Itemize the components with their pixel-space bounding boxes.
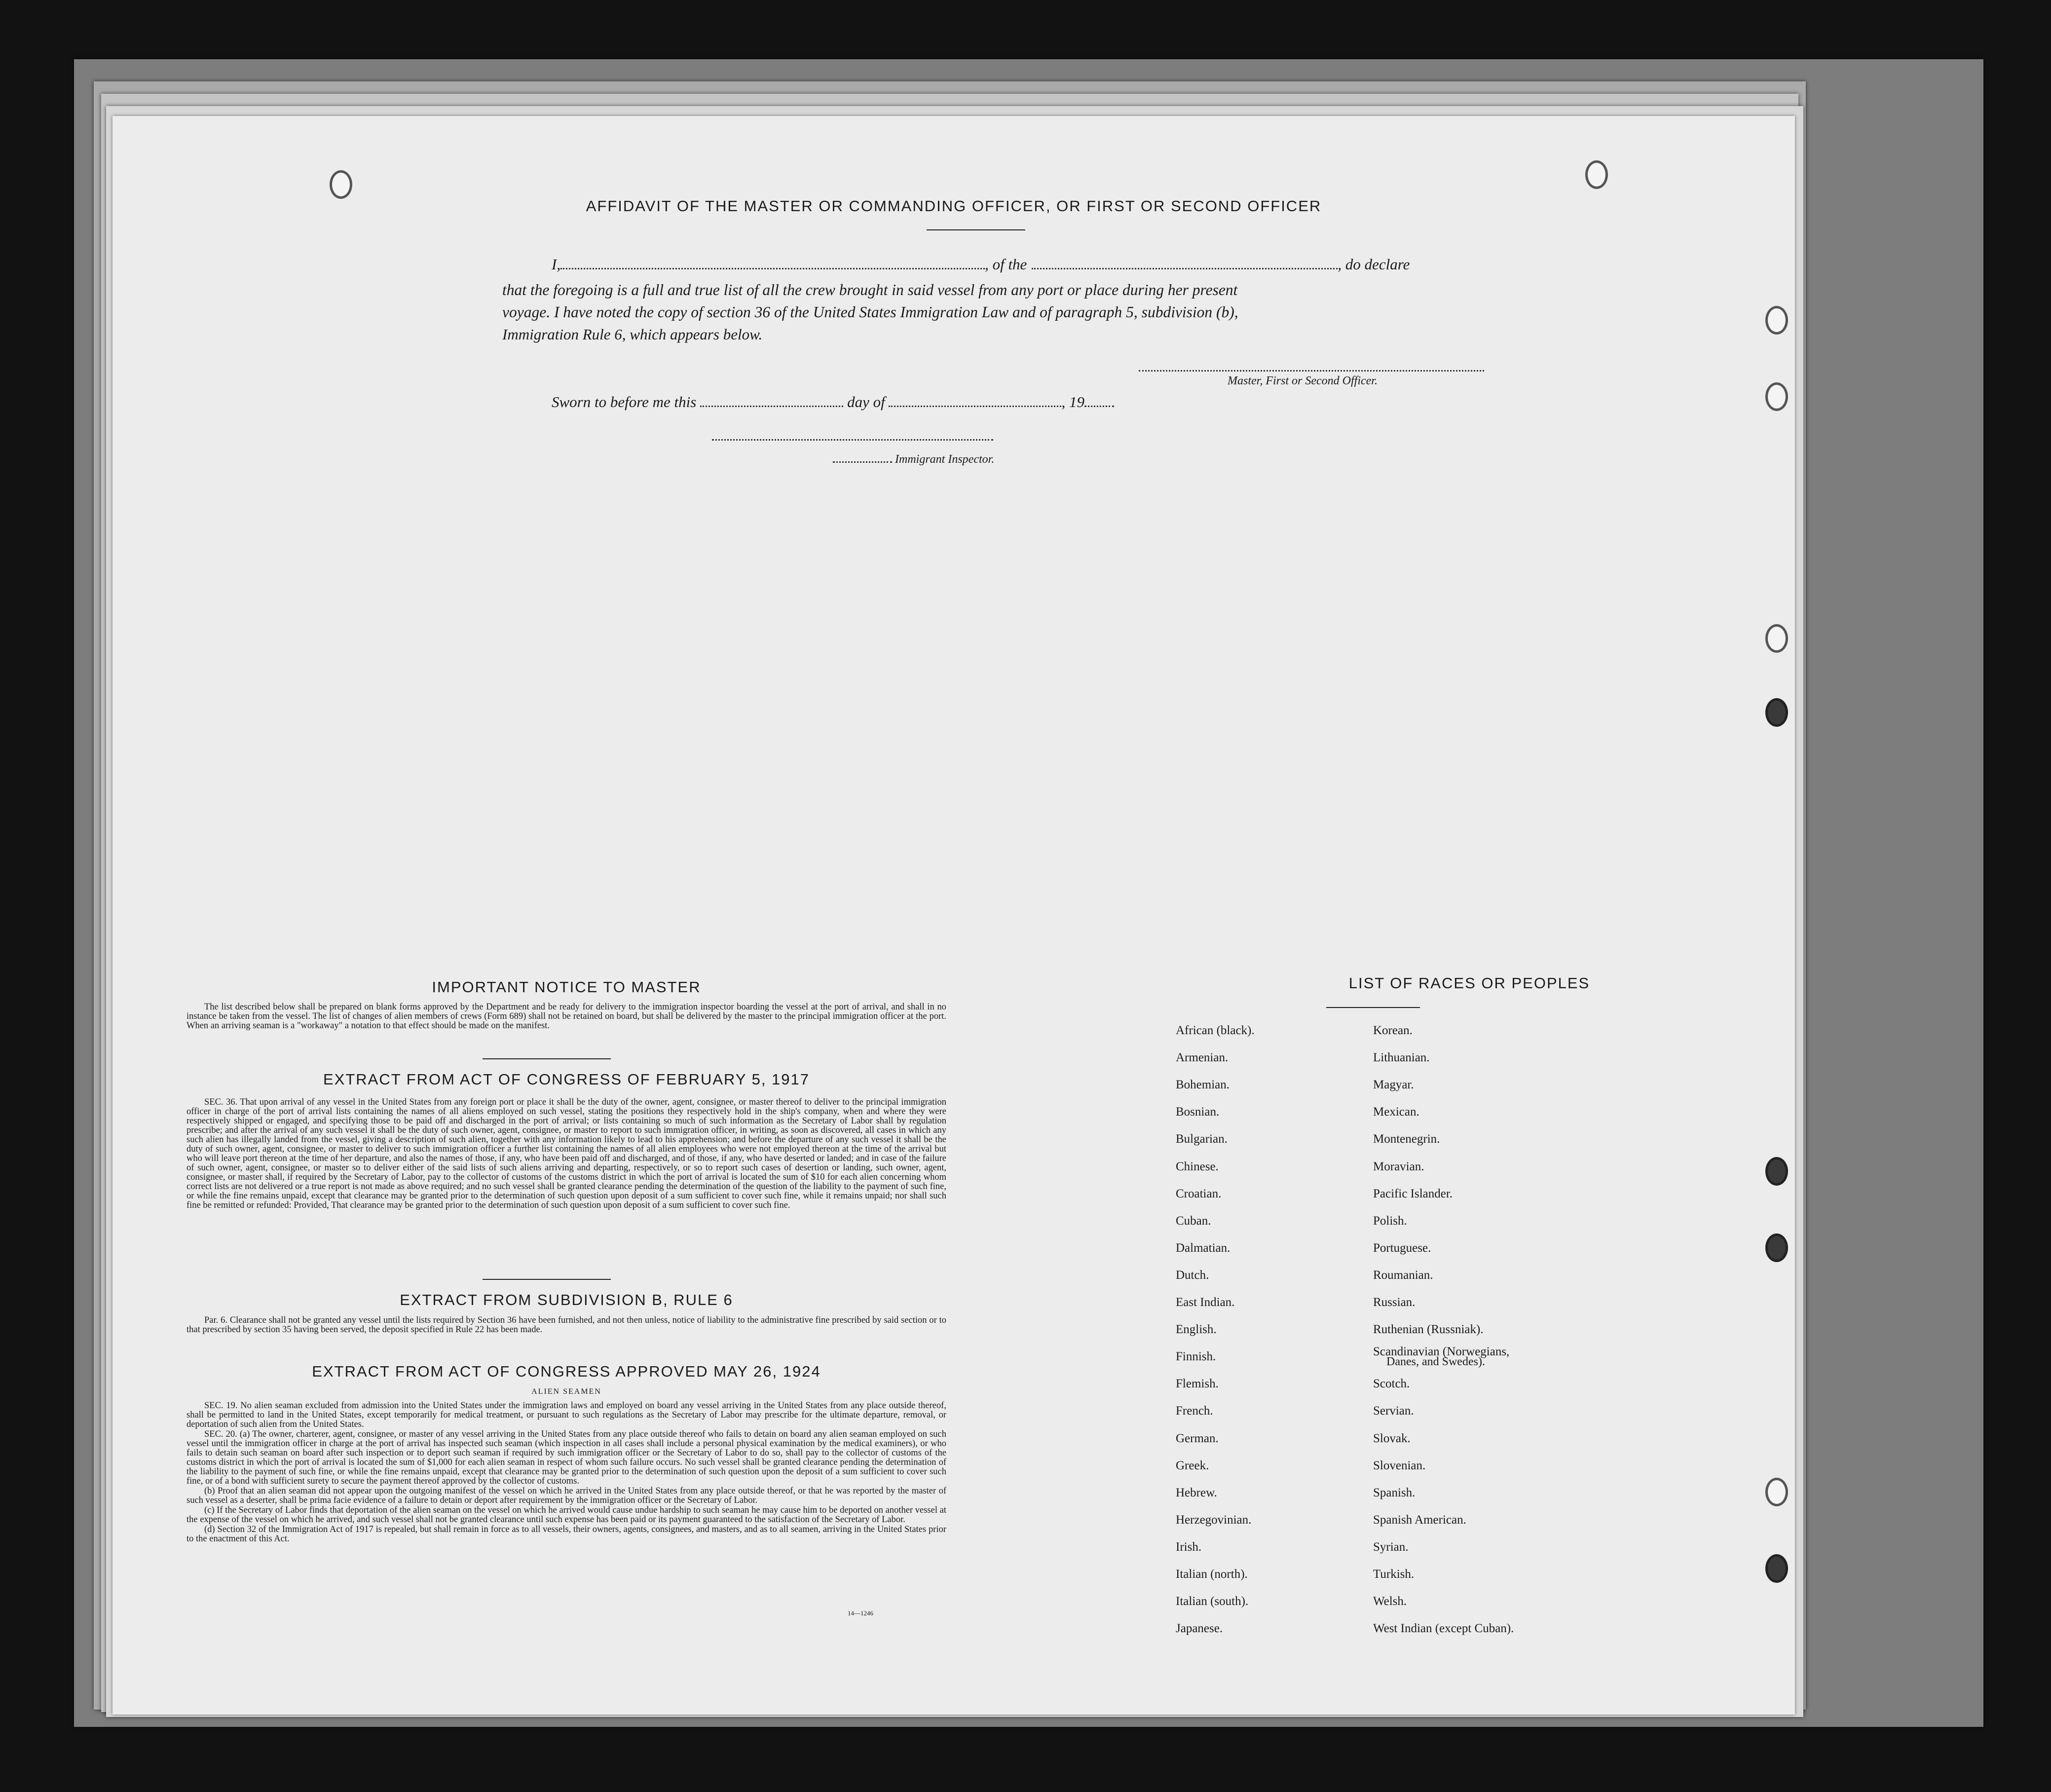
race-item: Turkish. — [1373, 1568, 1415, 1581]
race-item: African (black). — [1176, 1024, 1255, 1037]
race-item: Slovak. — [1373, 1431, 1411, 1445]
race-item: Flemish. — [1176, 1377, 1219, 1391]
races-rule — [1326, 1007, 1420, 1008]
race-item: Slovenian. — [1373, 1458, 1426, 1472]
race-item: Spanish. — [1373, 1486, 1416, 1499]
race-item: Chinese. — [1176, 1159, 1219, 1173]
notice-title: IMPORTANT NOTICE TO MASTER — [432, 978, 701, 996]
race-item: Russian. — [1373, 1296, 1416, 1309]
race-item: Scandinavian (Norwegians, — [1373, 1345, 1510, 1359]
race-item: French. — [1176, 1404, 1213, 1418]
extract-1924-body: SEC. 19. No alien seaman excluded from admission into the United States under the immigration laws and employed on board any vessel arriving in the United States from any place outside thereof, shall be permitted to land in the United States, except temporarily for medical treatment, or pursuant to such regulations as the Secretary of Labor may prescribe for the ultimate departure, removal, or deportation of such alien from the United States. SEC. 20. (a) The owner, charterer, agent, consignee, or master of any vessel arriving in the United States from any place outside thereof who fails to detain on board any alien seaman employed on such vessel until the immigration officer in charge at the port of arrival has inspected such seaman (which inspection in all cases shall include a personal physical examination by the medical examiners), or who fails to detain such seaman on board after such inspection or to deport such seaman if required by such immigration officer or the Secretary of Labor to do so, shall pay to the collector of customs of the customs district in which the port of arrival is located the sum of $1,000 for each alien seaman in respect of whom such failure occurs. No such vessel shall be granted clearance pending the determination of the liability to the payment of such fine, or while the fine remains unpaid, except that clearance may be granted prior to the determination of such question upon the deposit of a sum sufficient to cover such fine, or of a bond with sufficient surety to secure the payment thereof approved by the collector of customs. (b) Proof that an alien seaman did not appear upon the outgoing manifest of the vessel on which he arrived in the United States from any place outside thereof, or that he was reported by the master of such vessel as a deserter, shall be prima facie evidence of a failure to detain or deport after requirement by the immigration officer or the Secretary of Labor. (c) If the Secretary of Labor finds that deportation of the alien seaman on the vessel on which he arrived would cause undue hardship to such seaman he may cause him to be deported on another vessel at the expense of the vessel on which he arrived, and such vessel shall not be granted clearance until such expense has been paid or its payment guaranteed to the satisfaction of the Secretary of Labor. (d) Section 32 of the Immigration Act of 1917 is repealed, but shall remain in force as to all vessels, their owners, agents, consignees, and masters, and as to all seamen, arriving in the United States prior to the enactment of this Act. — [186, 1401, 946, 1544]
punch-hole — [1765, 1157, 1788, 1186]
race-item: Herzegovinian. — [1176, 1513, 1252, 1527]
extract-1917-title: EXTRACT FROM ACT OF CONGRESS OF FEBRUARY 5, 1917 — [323, 1071, 810, 1088]
title-rule — [927, 229, 1025, 230]
extract-1924-title: EXTRACT FROM ACT OF CONGRESS APPROVED MAY 26, 1924 — [312, 1363, 821, 1380]
race-item: Japanese. — [1176, 1622, 1223, 1636]
punch-hole — [1585, 160, 1608, 189]
alien-seamen-subtitle: ALIEN SEAMEN — [531, 1387, 601, 1396]
race-item: Bosnian. — [1176, 1105, 1220, 1119]
race-item: Cuban. — [1176, 1214, 1211, 1228]
race-item: Bohemian. — [1176, 1078, 1230, 1092]
race-item: Greek. — [1176, 1458, 1209, 1472]
race-item: Welsh. — [1373, 1595, 1407, 1608]
punch-hole — [1765, 382, 1788, 411]
race-item: Italian (south). — [1176, 1595, 1249, 1608]
race-item: Bulgarian. — [1176, 1132, 1228, 1146]
inspector-signature-line — [712, 439, 993, 441]
section-rule — [483, 1279, 611, 1280]
inspector-signature-label: Immigrant Inspector. — [833, 453, 994, 466]
punch-hole — [1765, 306, 1788, 335]
punch-hole — [1765, 1554, 1788, 1583]
manifest-page — [112, 116, 1795, 1715]
race-item: Finnish. — [1176, 1350, 1216, 1364]
race-item: Servian. — [1373, 1404, 1414, 1418]
race-item: English. — [1176, 1323, 1217, 1337]
extract-1917-body: SEC. 36. That upon arrival of any vessel in the United States from any foreign port or place it shall be the duty of the owner, agent, consignee, or master thereof to deliver to the principal immigration officer in charge of the port of arrival lists containing the names of all aliens employed on such vessel, stating the positions they respectively hold in the ship's company, when and where they were respectively shipped or engaged, and specifying those to be paid off and discharged in the port of arrival; or lists containing so much of such information as the Secretary of Labor shall by regulation prescribe; and after the arrival of any such vessel it shall be the duty of such owner, agent, consignee, or master to report to such immigration officer, in writing, as soon as discovered, all cases in which any such alien has illegally landed from the vessel, giving a description of such alien, together with any information likely to lead to his apprehension; and before the departure of any such vessel it shall be the duty of such owner, agent, consignee, or master to deliver to such immigration officer a further list containing the names of all alien employees who were not employed thereon at the time of the arrival but who will leave port thereon at the time of her departure, and also the names of those, if any, who have been paid off and discharged, and of those, if any, who have deserted or landed; and in case of the failure of such owner, agent, consignee, or master so to deliver either of the said lists of such aliens arriving and departing, respectively, or so to report such cases of desertion or landing, such owner, agent, consignee, or master shall, if required by the Secretary of Labor, pay to the collector of customs of the customs district in which the port of arrival is located the sum of $10 for each alien concerning whom correct lists are not delivered or a true report is not made as above required; and no such vessel shall be granted clearance pending the determination of the question of the liability to the payment of such fine, or while the fine remains unpaid, except that clearance may be granted prior to the determination of such question upon deposit of a sum sufficient to cover such fine, while it remains unpaid; nor shall such fine be remitted or refunded: Provided, That clearance may be granted prior to the determination of such question upon deposit of a sum sufficient to cover such fine. — [186, 1097, 946, 1210]
race-item: Magyar. — [1373, 1078, 1414, 1092]
race-item: East Indian. — [1176, 1296, 1235, 1309]
race-item: Montenegrin. — [1373, 1132, 1440, 1146]
race-item: Syrian. — [1373, 1540, 1409, 1554]
race-item: Dalmatian. — [1176, 1241, 1231, 1255]
race-item: Mexican. — [1373, 1105, 1419, 1119]
race-item: Moravian. — [1373, 1159, 1424, 1173]
race-item: Dutch. — [1176, 1268, 1209, 1282]
affidavit-line-1: I, , of the , do declare — [552, 256, 1410, 273]
races-title: LIST OF RACES OR PEOPLES — [1348, 974, 1590, 992]
race-item: Scotch. — [1373, 1377, 1410, 1391]
punch-hole — [1765, 624, 1788, 653]
master-signature-label: Master, First or Second Officer. — [1228, 374, 1378, 387]
race-item: Ruthenian (Russniak). — [1373, 1323, 1484, 1337]
race-item: West Indian (except Cuban). — [1373, 1622, 1514, 1636]
race-item: Croatian. — [1176, 1187, 1222, 1200]
race-item: Roumanian. — [1373, 1268, 1433, 1282]
race-item: Polish. — [1373, 1214, 1407, 1228]
master-signature-line — [1139, 370, 1484, 372]
affidavit-line-4: Immigration Rule 6, which appears below. — [502, 326, 763, 343]
race-item: Pacific Islander. — [1373, 1187, 1453, 1200]
race-item: Danes, and Swedes). — [1386, 1355, 1485, 1368]
race-item: Irish. — [1176, 1540, 1202, 1554]
affidavit-line-2: that the foregoing is a full and true list of all the crew brought in said vessel from any port or place during her present — [502, 281, 1238, 299]
bleed-through — [754, 175, 1642, 200]
form-number: 14—1246 — [848, 1609, 873, 1617]
section-rule — [483, 1058, 611, 1059]
race-item: Spanish American. — [1373, 1513, 1466, 1527]
punch-hole — [1765, 1478, 1788, 1506]
punch-hole — [1765, 1233, 1788, 1262]
race-item: Portuguese. — [1373, 1241, 1431, 1255]
punch-hole — [1765, 698, 1788, 727]
rule-6-title: EXTRACT FROM SUBDIVISION B, RULE 6 — [400, 1291, 733, 1308]
race-item: Korean. — [1373, 1024, 1413, 1037]
affidavit-line-3: voyage. I have noted the copy of section 36 of the United States Immigration Law and of paragraph 5, subdivision (b), — [502, 303, 1238, 321]
notice-body: The list described below shall be prepared on blank forms approved by the Department and be ready for delivery to the immigration inspector boarding the vessel at the port of arrival, and shall in no instance be taken from the vessel. The list of changes of alien members of crews (Form 689) shall not be retained on board, but shall be delivered by the master to the principal immigration officer at the port. When an arriving seaman is a "workaway" a notation to that effect should be made on the manifest. — [186, 1002, 946, 1031]
sworn-line: Sworn to before me this day of , 19 — [552, 393, 1114, 411]
race-item: Armenian. — [1176, 1051, 1229, 1065]
punch-hole — [330, 170, 352, 199]
race-item: Italian (north). — [1176, 1568, 1248, 1581]
race-item: Hebrew. — [1176, 1486, 1217, 1499]
affidavit-title: AFFIDAVIT OF THE MASTER OR COMMANDING OFFICER, OR FIRST OR SECOND OFFICER — [586, 197, 1322, 215]
race-item: Lithuanian. — [1373, 1051, 1430, 1065]
rule-6-body: Par. 6. Clearance shall not be granted any vessel until the lists required by Section 36 have been furnished, and not then unless, notice of liability to the administrative fine prescribed by said section or to that prescribed by section 35 having been served, the deposit specified in Rule 22 has been made. — [186, 1315, 946, 1335]
race-item: German. — [1176, 1431, 1219, 1445]
